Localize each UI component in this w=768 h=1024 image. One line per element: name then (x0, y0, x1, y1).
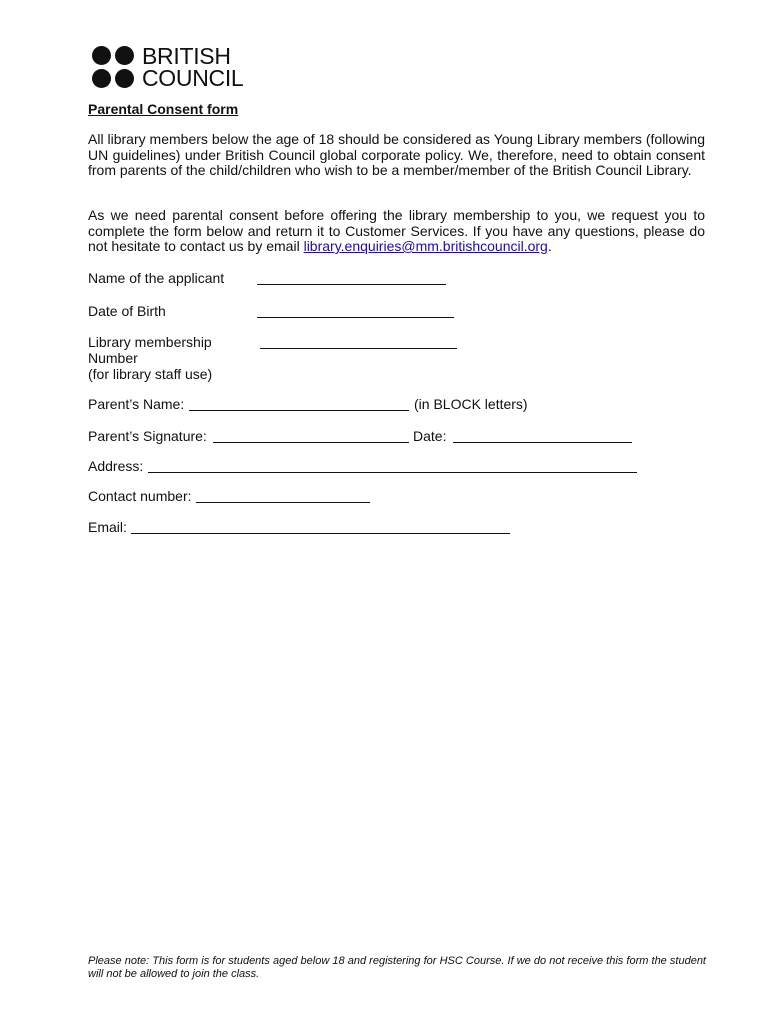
dob-field[interactable] (257, 317, 454, 318)
address-field[interactable] (148, 472, 637, 473)
email-label: Email: (88, 519, 127, 535)
british-council-logo (92, 44, 243, 90)
address-label: Address: (88, 458, 144, 474)
block-letters-hint: (in BLOCK letters) (414, 396, 528, 412)
date-field[interactable] (453, 442, 632, 443)
applicant-name-label: Name of the applicant (88, 270, 225, 286)
email-link[interactable]: library.enquiries@mm.britishcouncil.org (303, 238, 548, 254)
instructions-paragraph: As we need parental consent before offering the library membership to you, we request you to complete the form below and return it to Customer Services. If you have any questions, please do not hesitate to contact us by email library.enquiries@mm.britishcouncil.org. (88, 207, 705, 254)
membership-label: Library membership Number (for library staff use) (88, 334, 213, 382)
dob-label: Date of Birth (88, 303, 166, 319)
parent-name-field[interactable] (189, 410, 409, 411)
intro-paragraph: All library members below the age of 18 should be considered as Young Library members (following UN guidelines) under British Council global corporate policy. We, therefore, need to obtain consent from parents of the child/children who wish to be a member/member of the British Council Library. (88, 131, 705, 178)
footer-note: Please note: This form is for students aged below 18 and registering for HSC Course. If we do not receive this form the student will not be allowed to join the class. (88, 955, 706, 980)
date-label: Date: (413, 428, 447, 444)
parent-signature-field[interactable] (213, 442, 409, 443)
membership-number-field[interactable] (260, 348, 457, 349)
logo-dots-icon (92, 46, 134, 88)
email-field[interactable] (131, 533, 510, 534)
parent-signature-label: Parent’s Signature: (88, 428, 207, 444)
contact-number-field[interactable] (196, 502, 370, 503)
logo-wordmark: BRITISH COUNCIL (142, 43, 244, 91)
parent-name-label: Parent’s Name: (88, 396, 185, 412)
contact-number-label: Contact number: (88, 488, 192, 504)
page-title: Parental Consent form (88, 101, 239, 117)
applicant-name-field[interactable] (257, 284, 446, 285)
